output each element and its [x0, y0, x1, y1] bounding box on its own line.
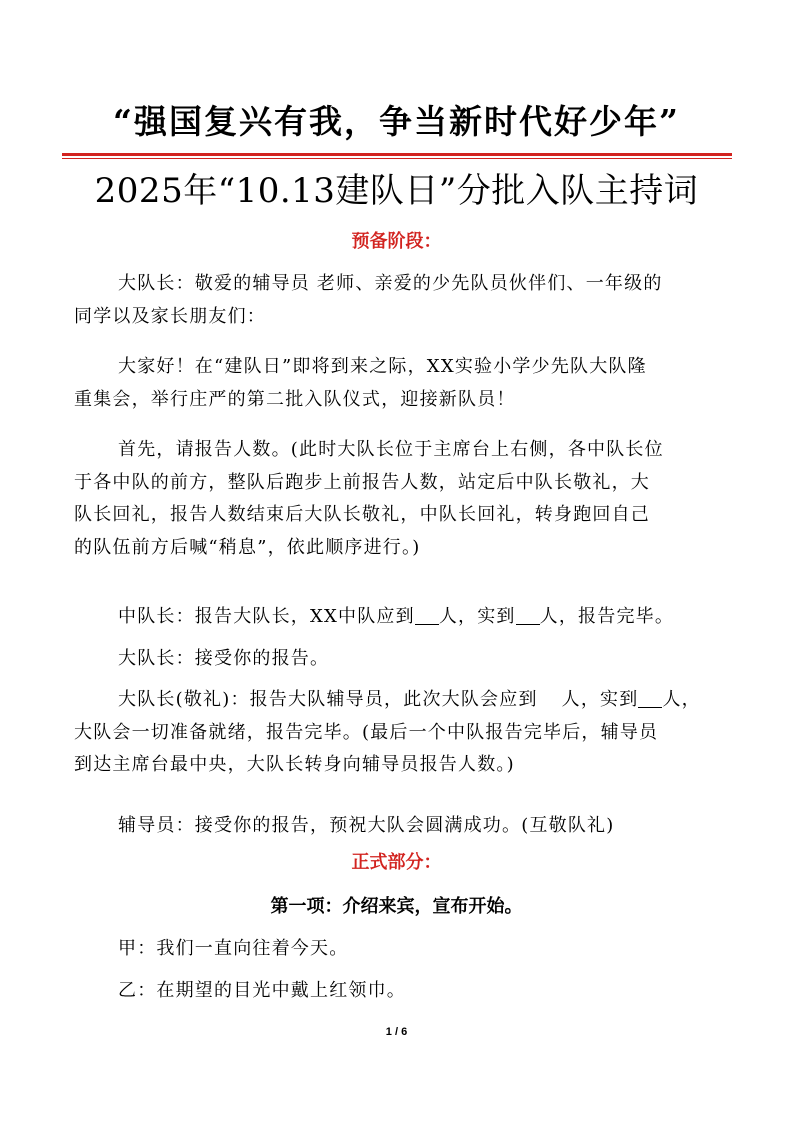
section-heading-formal: 正式部分： — [351, 852, 442, 873]
text-segment: 大队长(敬礼)：报告大队辅导员，此次大队会应到 — [118, 689, 538, 710]
paragraph-counselor-reply: 辅导员：接受你的报告，预祝大队会圆满成功。(互敬队礼) — [118, 815, 615, 836]
slogan-heading: “强国复兴有我，争当新时代好少年” — [113, 102, 680, 141]
fill-blank[interactable] — [516, 606, 540, 625]
paragraph-brigade-report — [74, 684, 724, 782]
document-title: 2025年“10.13建队日”分批入队主持词 — [94, 171, 699, 211]
header-rule-thin — [62, 158, 732, 159]
text-segment: 人，实到 — [561, 689, 639, 710]
page-number: 1 / 6 — [385, 1026, 408, 1038]
paragraph-welcome — [74, 351, 724, 416]
section-heading-prep: 预备阶段： — [351, 231, 442, 252]
paragraph-accept-report: 大队长：接受你的报告。 — [118, 648, 330, 669]
text-line — [74, 684, 724, 717]
text-line: 队长回礼，报告人数结束后大队长敬礼，中队长回礼，转身跑回自己 — [74, 504, 650, 525]
fill-blank[interactable] — [638, 689, 662, 708]
paragraph-report-instructions — [74, 434, 724, 564]
paragraph-host-a: 甲：我们一直向往着今天。 — [118, 938, 349, 959]
text-line: 同学以及家长朋友们： — [74, 305, 266, 327]
text-line: 到达主席台最中央，大队长转身向辅导员报告人数。) — [74, 754, 515, 775]
header-rule-thick — [62, 153, 732, 156]
text-segment: 人，报告完毕。 — [539, 606, 675, 627]
fill-blank[interactable] — [415, 606, 439, 625]
text-segment: 人，实到 — [438, 606, 516, 627]
text-line: 重集会，举行庄严的第二批入队仪式，迎接新队员！ — [74, 388, 516, 410]
text-line: 于各中队的前方，整队后跑步上前报告人数，站定后中队长敬礼，大 — [74, 471, 650, 493]
text-line: 大队会一切准备就绪，报告完毕。(最后一个中队报告完毕后，辅导员 — [74, 721, 659, 743]
text-line: 大队长：敬爱的辅导员 老师、亲爱的少先队员伙伴们、一年级的 — [118, 273, 663, 294]
paragraph-greeting — [74, 268, 724, 333]
text-line: 首先，请报告人数。(此时大队长位于主席台上右侧，各中队长位 — [118, 439, 664, 460]
paragraph-host-b: 乙：在期望的目光中戴上红领巾。 — [118, 980, 406, 1001]
paragraph-squad-report — [74, 601, 724, 634]
text-line: 大家好！在“建队日”即将到来之际，XX实验小学少先队大队隆 — [118, 356, 647, 377]
text-segment: 人， — [662, 689, 701, 710]
step-heading: 第一项：介绍来宾，宣布开始。 — [270, 896, 523, 917]
text-segment: 中队长：报告大队长，XX中队应到 — [118, 606, 415, 627]
text-line: 的队伍前方后喊“稍息”，依此顺序进行。) — [74, 536, 421, 558]
